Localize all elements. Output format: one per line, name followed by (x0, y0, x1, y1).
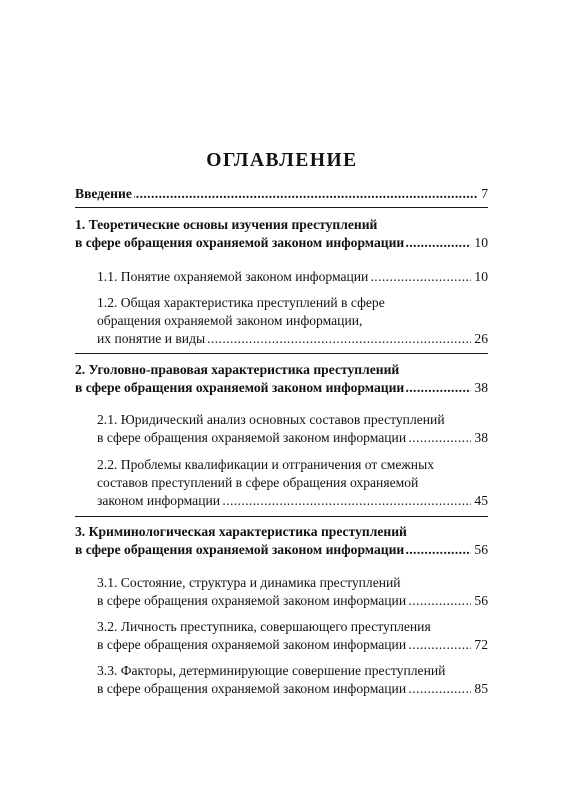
toc-entry-section-2-2[interactable] (75, 456, 488, 510)
toc-page-number: 10 (471, 268, 488, 286)
toc-entry-section-3-1[interactable] (75, 574, 488, 610)
toc-entry-title-line: в сфере обращения охраняемой законом информации (97, 593, 407, 608)
toc-entry-title-line: в сфере обращения охраняемой законом информации (97, 430, 407, 445)
toc-entry-chapter-3[interactable] (75, 523, 488, 559)
toc-page-number: 56 (471, 541, 488, 559)
toc-entry-title-line: 3.1. Состояние, структура и динамика преступлений (97, 575, 401, 590)
toc-page-number: 26 (471, 330, 488, 348)
toc-entry-chapter-2[interactable] (75, 361, 488, 397)
toc-entry-section-3-3[interactable] (75, 662, 488, 698)
toc-page-number: 38 (471, 429, 488, 447)
toc-entry-title: 1.1. Понятие охраняемой законом информации (97, 269, 369, 284)
toc-entry-chapter-1[interactable] (75, 216, 488, 252)
toc-entry-title-line: в сфере обращения охраняемой законом информации (75, 542, 405, 557)
toc-page-number: 38 (471, 379, 488, 397)
divider (75, 207, 488, 208)
toc-entry-section-1-2[interactable] (75, 294, 488, 348)
toc-entry-section-2-1[interactable] (75, 411, 488, 447)
toc-entry-title-line: 1.2. Общая характеристика преступлений в сфере (97, 295, 385, 310)
toc-page-number: 7 (478, 185, 488, 203)
table-of-contents (75, 178, 488, 698)
toc-page-number: 45 (471, 492, 488, 510)
toc-entry-title-line: 3.2. Личность преступника, совершающего преступления (97, 619, 431, 634)
page-title: ОГЛАВЛЕНИЕ (206, 150, 358, 171)
toc-entry-title-line: 3. Криминологическая характеристика преступлений (75, 524, 407, 539)
toc-entry-title-line: 2. Уголовно-правовая характеристика преступлений (75, 362, 400, 377)
toc-page-number: 72 (471, 636, 488, 654)
toc-entry-title-line: 1. Теоретические основы изучения преступлений (75, 217, 378, 232)
divider (75, 353, 488, 354)
toc-entry-title-line: 2.1. Юридический анализ основных составов преступлений (97, 412, 445, 427)
toc-entry-title-line: в сфере обращения охраняемой законом информации (97, 681, 407, 696)
toc-entry-title-line: обращения охраняемой законом информации, (97, 313, 363, 328)
toc-page-number: 56 (471, 592, 488, 610)
toc-page-number: 10 (471, 234, 488, 252)
toc-entry-title: Введение (75, 186, 132, 201)
toc-entry-title-line: 2.2. Проблемы квалификации и отграничения от смежных (97, 457, 435, 472)
toc-entry-title-line: в сфере обращения охраняемой законом информации (75, 380, 405, 395)
toc-entry-introduction[interactable] (75, 185, 488, 203)
toc-entry-section-3-2[interactable] (75, 618, 488, 654)
toc-entry-title-line: в сфере обращения охраняемой законом информации (97, 637, 407, 652)
toc-entry-title-line: законом информации (97, 493, 221, 508)
toc-entry-title-line: в сфере обращения охраняемой законом информации (75, 235, 405, 250)
toc-entry-title-line: составов преступлений в сфере обращения охраняемой (97, 475, 419, 490)
toc-entry-section-1-1[interactable] (75, 268, 488, 286)
toc-entry-title-line: 3.3. Факторы, детерминирующие совершение преступлений (97, 663, 446, 678)
divider (75, 516, 488, 517)
toc-entry-title-line: их понятие и виды (97, 331, 206, 346)
toc-page-number: 85 (471, 680, 488, 698)
